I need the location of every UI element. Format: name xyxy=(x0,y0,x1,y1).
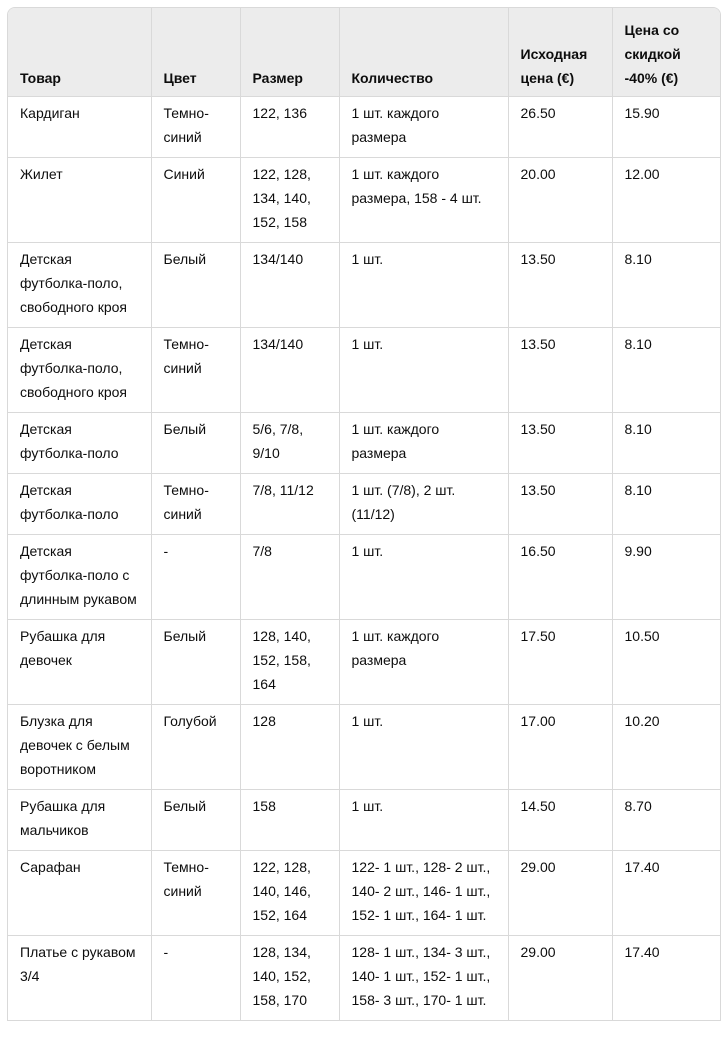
cell-quantity: 1 шт. xyxy=(339,328,508,413)
cell-product: Детская футболка-поло xyxy=(8,474,151,535)
price-table-container xyxy=(7,7,721,1021)
cell-product: Детская футболка-поло xyxy=(8,413,151,474)
table-row xyxy=(8,705,720,790)
cell-product: Детская футболка-поло, свободного кроя xyxy=(8,243,151,328)
cell-quantity: 1 шт. xyxy=(339,790,508,851)
header-size: Размер xyxy=(240,8,339,97)
cell-original-price: 14.50 xyxy=(508,790,612,851)
cell-size: 128, 134, 140, 152, 158, 170 xyxy=(240,936,339,1021)
cell-color: Темно-синий xyxy=(151,328,240,413)
cell-original-price: 29.00 xyxy=(508,936,612,1021)
table-row xyxy=(8,474,720,535)
cell-product: Жилет xyxy=(8,158,151,243)
cell-color: Синий xyxy=(151,158,240,243)
table-row xyxy=(8,413,720,474)
table-body xyxy=(8,97,720,1021)
cell-discount-price: 15.90 xyxy=(612,97,720,158)
cell-discount-price: 12.00 xyxy=(612,158,720,243)
cell-original-price: 17.00 xyxy=(508,705,612,790)
table-row xyxy=(8,851,720,936)
cell-discount-price: 8.10 xyxy=(612,474,720,535)
cell-size: 122, 128, 140, 146, 152, 164 xyxy=(240,851,339,936)
cell-quantity: 1 шт. xyxy=(339,705,508,790)
cell-color: Белый xyxy=(151,413,240,474)
cell-discount-price: 8.10 xyxy=(612,328,720,413)
cell-product: Сарафан xyxy=(8,851,151,936)
table-row xyxy=(8,97,720,158)
cell-product: Кардиган xyxy=(8,97,151,158)
cell-size: 128 xyxy=(240,705,339,790)
cell-quantity: 1 шт. каждого размера xyxy=(339,97,508,158)
header-quantity: Количество xyxy=(339,8,508,97)
table-row xyxy=(8,620,720,705)
cell-quantity: 1 шт. каждого размера, 158 - 4 шт. xyxy=(339,158,508,243)
cell-color: Темно-синий xyxy=(151,474,240,535)
cell-color: Темно-синий xyxy=(151,97,240,158)
cell-quantity: 1 шт. xyxy=(339,535,508,620)
cell-discount-price: 10.20 xyxy=(612,705,720,790)
table-row xyxy=(8,328,720,413)
cell-size: 5/6, 7/8, 9/10 xyxy=(240,413,339,474)
cell-quantity: 1 шт. каждого размера xyxy=(339,413,508,474)
cell-color: Темно-синий xyxy=(151,851,240,936)
cell-size: 158 xyxy=(240,790,339,851)
cell-discount-price: 8.70 xyxy=(612,790,720,851)
cell-color: Белый xyxy=(151,620,240,705)
cell-original-price: 17.50 xyxy=(508,620,612,705)
cell-product: Рубашка для мальчиков xyxy=(8,790,151,851)
cell-color: - xyxy=(151,936,240,1021)
header-discount-price: Цена со скидкой -40% (€) xyxy=(612,8,720,97)
cell-size: 128, 140, 152, 158, 164 xyxy=(240,620,339,705)
cell-original-price: 13.50 xyxy=(508,243,612,328)
cell-product: Платье с рукавом 3/4 xyxy=(8,936,151,1021)
cell-original-price: 16.50 xyxy=(508,535,612,620)
cell-discount-price: 17.40 xyxy=(612,851,720,936)
cell-color: - xyxy=(151,535,240,620)
table-header xyxy=(8,8,720,97)
cell-size: 7/8 xyxy=(240,535,339,620)
cell-size: 122, 136 xyxy=(240,97,339,158)
cell-quantity: 1 шт. каждого размера xyxy=(339,620,508,705)
cell-original-price: 13.50 xyxy=(508,474,612,535)
cell-original-price: 29.00 xyxy=(508,851,612,936)
cell-quantity: 1 шт. xyxy=(339,243,508,328)
table-row xyxy=(8,535,720,620)
table-row xyxy=(8,158,720,243)
price-table xyxy=(8,8,720,1021)
cell-original-price: 13.50 xyxy=(508,413,612,474)
cell-quantity: 128- 1 шт., 134- 3 шт., 140- 1 шт., 152- 1 шт., 158- 3 шт., 170- 1 шт. xyxy=(339,936,508,1021)
cell-size: 134/140 xyxy=(240,243,339,328)
cell-discount-price: 8.10 xyxy=(612,413,720,474)
header-product: Товар xyxy=(8,8,151,97)
header-row xyxy=(8,8,720,97)
cell-product: Детская футболка-поло с длинным рукавом xyxy=(8,535,151,620)
cell-product: Рубашка для девочек xyxy=(8,620,151,705)
cell-discount-price: 17.40 xyxy=(612,936,720,1021)
cell-original-price: 20.00 xyxy=(508,158,612,243)
cell-size: 134/140 xyxy=(240,328,339,413)
table-row xyxy=(8,936,720,1021)
table-row xyxy=(8,243,720,328)
cell-product: Блузка для девочек с белым воротником xyxy=(8,705,151,790)
cell-discount-price: 9.90 xyxy=(612,535,720,620)
cell-color: Голубой xyxy=(151,705,240,790)
cell-quantity: 1 шт. (7/8), 2 шт. (11/12) xyxy=(339,474,508,535)
cell-discount-price: 10.50 xyxy=(612,620,720,705)
cell-quantity: 122- 1 шт., 128- 2 шт., 140- 2 шт., 146- 1 шт., 152- 1 шт., 164- 1 шт. xyxy=(339,851,508,936)
cell-color: Белый xyxy=(151,790,240,851)
cell-color: Белый xyxy=(151,243,240,328)
cell-original-price: 26.50 xyxy=(508,97,612,158)
cell-discount-price: 8.10 xyxy=(612,243,720,328)
header-original-price: Исходная цена (€) xyxy=(508,8,612,97)
cell-product: Детская футболка-поло, свободного кроя xyxy=(8,328,151,413)
header-color: Цвет xyxy=(151,8,240,97)
cell-size: 7/8, 11/12 xyxy=(240,474,339,535)
cell-original-price: 13.50 xyxy=(508,328,612,413)
table-row xyxy=(8,790,720,851)
cell-size: 122, 128, 134, 140, 152, 158 xyxy=(240,158,339,243)
